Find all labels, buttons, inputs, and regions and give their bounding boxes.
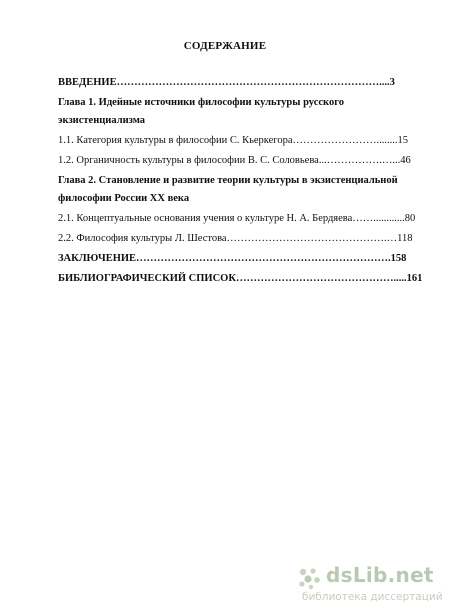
watermark-brand: dsLib.net: [326, 563, 434, 587]
watermark-subtitle: библиотека диссертаций: [302, 591, 443, 603]
toc-entry-introduction: ВВЕДЕНИЕ…………………………………………………………………....3: [58, 77, 395, 88]
toc-entry-bibliography: БИБЛИОГРАФИЧЕСКИЙ СПИСОК……………………………………….....161: [58, 273, 423, 284]
toc-entry-section-1-1: 1.1. Категория культуры в философии С. Кьеркегора……………………........15: [58, 135, 408, 146]
page-title: СОДЕРЖАНИЕ: [183, 40, 267, 52]
dslib-watermark: [296, 563, 443, 607]
toc-entry-chapter-1-title: Глава 1. Идейные источники философии культуры русского: [58, 97, 344, 108]
toc-entry-section-2-2: 2.2. Философия культуры Л. Шестова……………………………………….…118: [58, 233, 413, 244]
toc-entry-chapter-1-title-continued: экзистенциализма: [58, 115, 146, 126]
toc-entry-chapter-2-title-continued: философии России XX века: [58, 193, 190, 204]
toc-entry-chapter-2-title: Глава 2. Становление и развитие теории культуры в экзистенциальной: [58, 175, 398, 186]
table-of-contents: [58, 76, 430, 286]
toc-entry-section-2-1: 2.1. Концептуальные основания учения о культуре Н. А. Бердяева……............80: [58, 213, 416, 224]
toc-entry-section-1-2: 1.2. Органичность культуры в философии В. С. Соловьева...…………….…...46: [58, 155, 411, 166]
toc-entry-conclusion: ЗАКЛЮЧЕНИЕ……………………………………………………………….158: [58, 253, 407, 264]
dslib-logo-icon: [296, 565, 322, 591]
